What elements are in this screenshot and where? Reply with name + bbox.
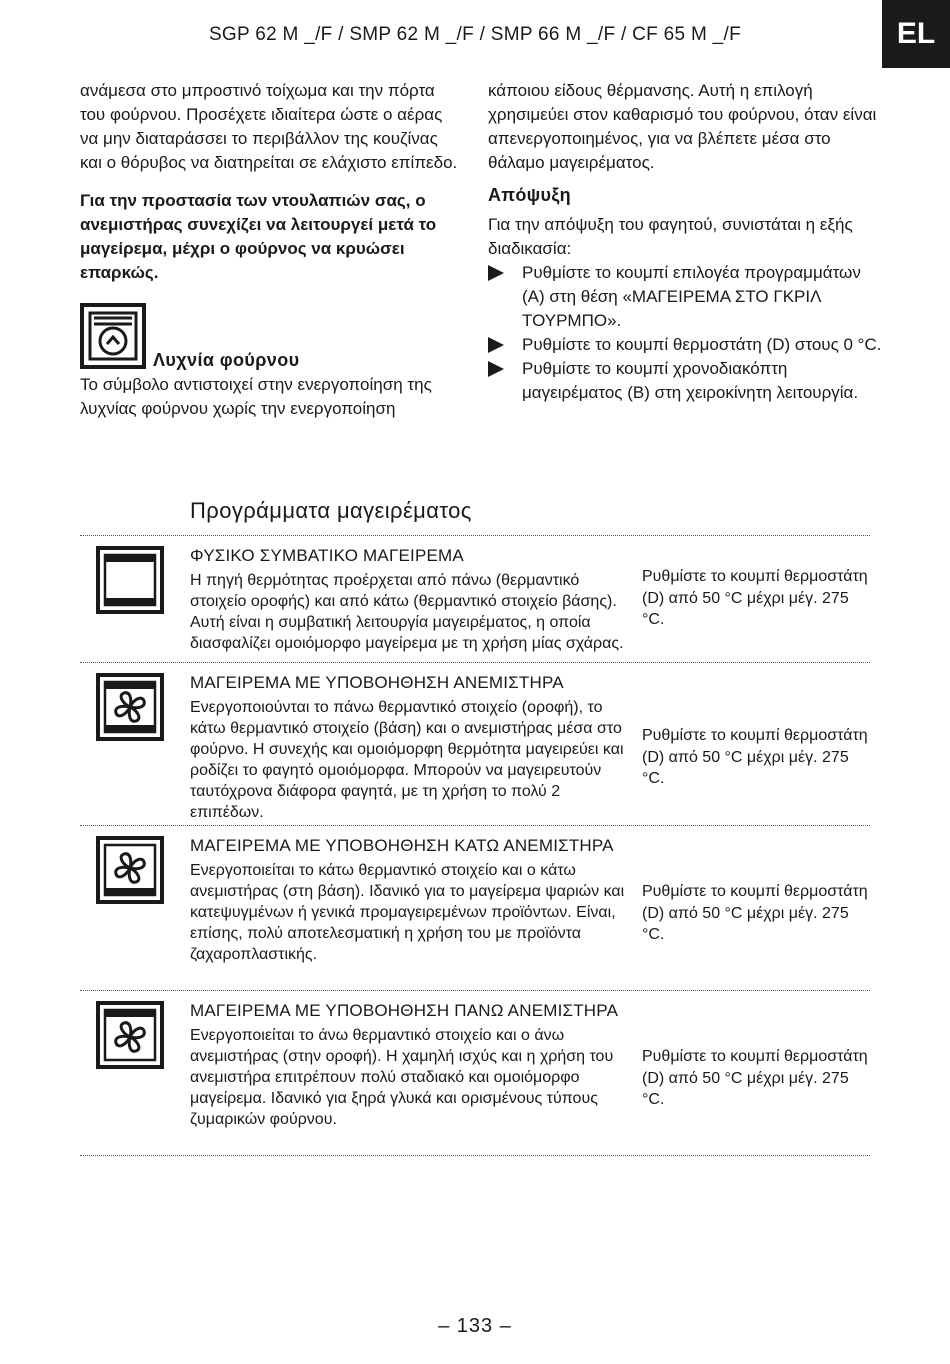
fan-protection-note: Για την προστασία των ντουλαπιών σας, ο ανεμιστήρας συνεχίζει να λειτουργεί μετά το μαγείρεμα, μέχρι ο φούρνος να κρυώσει επαρκώς. — [80, 191, 437, 282]
program-row — [80, 826, 870, 990]
lamp-section-header — [80, 303, 460, 373]
program-text — [190, 544, 630, 654]
program-text — [190, 999, 630, 1130]
right-column — [488, 79, 883, 405]
right-intro-paragraph: κάποιου είδους θέρμανσης. Αυτή η επιλογή χρησιμεύει στον καθαρισμό του φούρνου, όταν είναι απενεργοποιημένος, για να βλέπετε μέσα στο θάλαμο μαγειρέματος. — [488, 81, 877, 172]
fan-assisted-icon — [96, 673, 164, 741]
program-row — [80, 663, 870, 825]
language-tab: EL — [882, 0, 950, 68]
arrow-bullet-icon — [488, 361, 504, 377]
program-description: Ενεργοποιούνται το πάνω θερμαντικό στοιχείο (οροφή), το κάτω θερμαντικό στοιχείο (βάση) και ο ανεμιστήρας μέσα στο φούρνο. Η συνεχής και ομοιόμορφη θερμότητα μαγειρεύει και ροδίζει το φαγητό ομοιόμορφα. Μπορούν να μαγειρευτούν ταυτόχρονα διάφορα φαγητά, με τη χρήση το πολύ 2 επιπέδων. — [190, 699, 624, 821]
defrost-step-text: Ρυθμίστε το κουμπί χρονοδιακόπτη μαγειρέματος (B) στη χειροκίνητη λειτουργία. — [522, 359, 859, 402]
program-row — [80, 991, 870, 1155]
left-column — [80, 79, 460, 421]
program-setting: Ρυθμίστε το κουμπί θερμοστάτη (D) από 50 °C μέχρι μέγ. 275 °C. — [642, 727, 868, 787]
oven-lamp-icon — [80, 303, 146, 369]
page-number: – 133 – — [438, 1315, 512, 1337]
program-description: Ενεργοποιείται το άνω θερμαντικό στοιχείο και ο άνω ανεμιστήρας (στην οροφή). Η χαμηλή ισχύς και η χρήση του ανεμιστήρα επιτρέπουν πολύ σταδιακό και ομοιόμορφο μαγείρεμα. Ιδανικό για ξηρά γλυκά και ορισμένους τύπους ζυμαρικών φούρνου. — [190, 1027, 614, 1128]
bottom-fan-icon — [96, 836, 164, 904]
program-description: Ενεργοποιείται το κάτω θερμαντικό στοιχείο και ο κάτω ανεμιστήρας (στη βάση). Ιδανικό για το μαγείρεμα ψαριών και κατεψυγμένων ή γενικά προμαγειρεμένων προϊόντων. Είναι, επίσης, πολύ αποτελεσματική η χρήση του με προϊόντα ζαχαροπλαστικής. — [190, 862, 625, 963]
program-title: ΦΥΣΙΚΟ ΣΥΜΒΑΤΙΚΟ ΜΑΓΕΙΡΕΜΑ — [190, 546, 464, 565]
program-text — [190, 671, 630, 823]
program-setting: Ρυθμίστε το κουμπί θερμοστάτη (D) από 50 °C μέχρι μέγ. 275 °C. — [642, 1048, 868, 1108]
top-fan-icon — [96, 1001, 164, 1069]
program-description: Η πηγή θερμότητας προέρχεται από πάνω (θερμαντικό στοιχείο οροφής) και από κάτω (θερμαντικό στοιχείο βάσης). Αυτή είναι η συμβατική λειτουργία μαγειρέματος, η οποία διασφαλίζει ομοιόμορφο μαγείρεμα με τη χρήση μίας σχάρας. — [190, 572, 624, 652]
page-header-title: SGP 62 M _/F / SMP 62 M _/F / SMP 66 M _/F / CF 65 M _/F — [208, 24, 742, 45]
programs-heading: Προγράμματα μαγειρέματος — [190, 498, 472, 523]
program-title: ΜΑΓΕΙΡΕΜΑ ΜΕ ΥΠΟΒΟΗΘΗΣΗ ΑΝΕΜΙΣΤΗΡΑ — [190, 673, 564, 692]
arrow-bullet-icon — [488, 337, 504, 353]
lamp-heading: Λυχνία φούρνου — [153, 350, 300, 370]
program-setting: Ρυθμίστε το κουμπί θερμοστάτη (D) από 50 °C μέχρι μέγ. 275 °C. — [642, 568, 868, 628]
divider — [80, 1155, 870, 1156]
program-title: ΜΑΓΕΙΡΕΜΑ ΜΕ ΥΠΟΒΟΗΘΗΣΗ ΚΑΤΩ ΑΝΕΜΙΣΤΗΡΑ — [190, 836, 614, 855]
defrost-step — [488, 333, 883, 357]
defrost-step — [488, 357, 883, 405]
defrost-step-text: Ρυθμίστε το κουμπί επιλογέα προγραμμάτων (A) στη θέση «ΜΑΓΕΙΡΕΜΑ ΣΤΟ ΓΚΡΙΛ ΤΟΥΡΜΠΟ». — [522, 263, 861, 330]
conventional-oven-icon — [96, 546, 164, 614]
arrow-bullet-icon — [488, 265, 504, 281]
program-text — [190, 834, 630, 965]
program-title: ΜΑΓΕΙΡΕΜΑ ΜΕ ΥΠΟΒΟΗΘΗΣΗ ΠΑΝΩ ΑΝΕΜΙΣΤΗΡΑ — [190, 1001, 619, 1020]
defrost-heading: Απόψυξη — [488, 185, 571, 205]
defrost-step — [488, 261, 883, 333]
left-intro-paragraph: ανάμεσα στο μπροστινό τοίχωμα και την πόρτα του φούρνου. Προσέχετε ιδιαίτερα ώστε ο αέρας να μην διαταράσσει το περιβάλλον της κουζίνας και ο θόρυβος να διατηρείται σε ελάχιστο επίπεδο. — [80, 81, 458, 172]
defrost-steps-list — [488, 261, 883, 405]
lamp-description: Το σύμβολο αντιστοιχεί στην ενεργοποίηση της λυχνίας φούρνου χωρίς την ενεργοποίηση — [80, 375, 432, 418]
defrost-step-text: Ρυθμίστε το κουμπί θερμοστάτη (D) στους 0 °C. — [522, 335, 882, 354]
defrost-intro: Για την απόψυξη του φαγητού, συνιστάται η εξής διαδικασία: — [488, 215, 853, 258]
program-setting: Ρυθμίστε το κουμπί θερμοστάτη (D) από 50 °C μέχρι μέγ. 275 °C. — [642, 883, 868, 943]
program-row — [80, 536, 870, 662]
